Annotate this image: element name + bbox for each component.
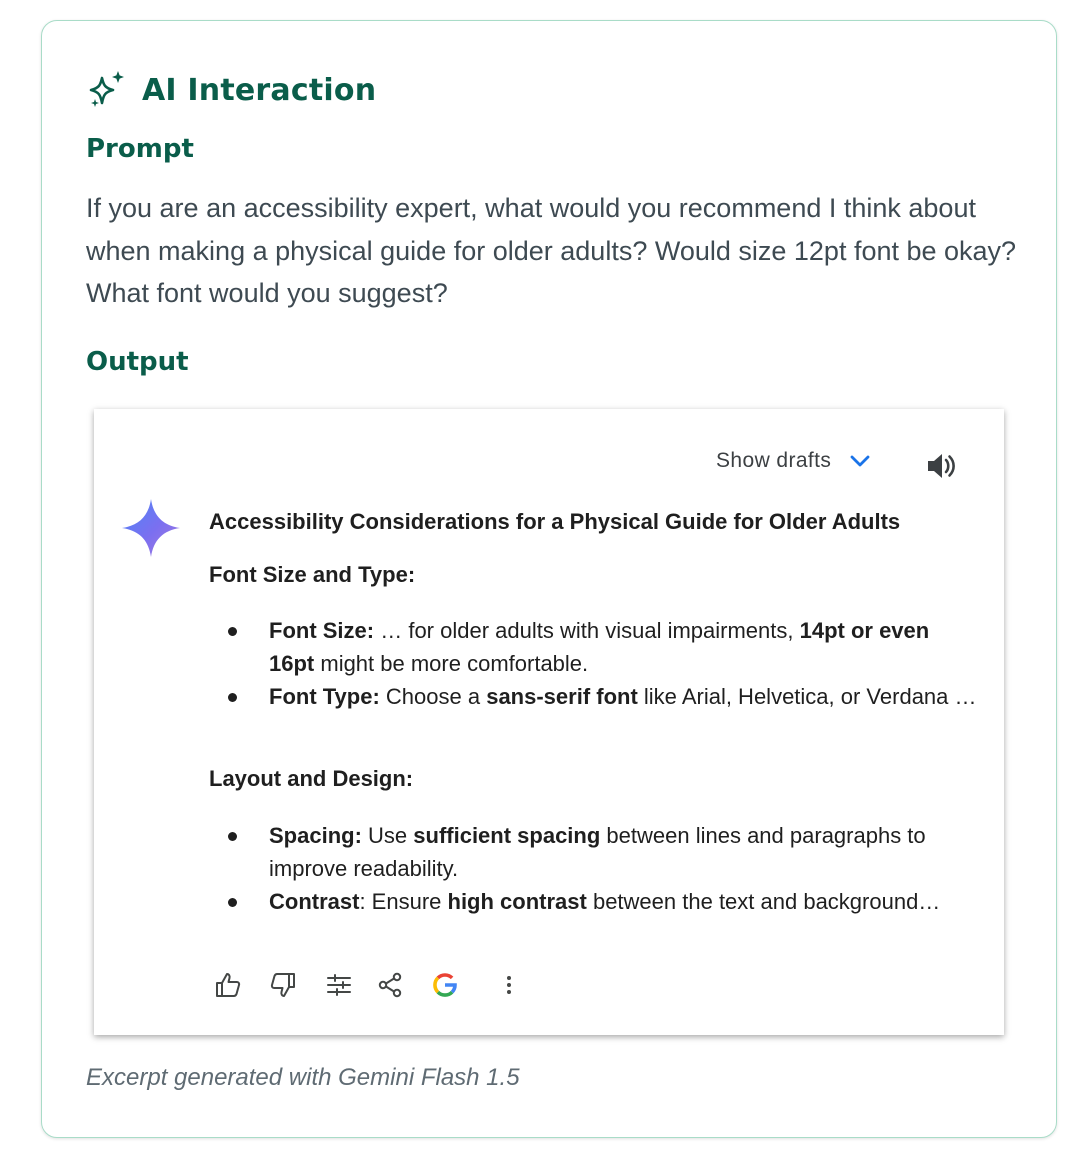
list-item xyxy=(209,680,979,713)
bullet-text: like Arial, Helvetica, or Verdana … xyxy=(637,684,977,709)
bullet-text: between lines and paragraphs to improve readability. xyxy=(269,823,926,881)
bullet-text: Use xyxy=(361,823,414,848)
bullet-text: … for older adults with visual impairments, xyxy=(374,618,800,643)
bullet-text: might be more comfortable. xyxy=(314,651,589,676)
bullet-label: Spacing: xyxy=(269,823,362,848)
bullet-list xyxy=(209,614,979,713)
list-item xyxy=(209,819,979,885)
bullet-emphasis: sans-serif font xyxy=(486,684,638,709)
response-title: Accessibility Considerations for a Physical Guide for Older Adults xyxy=(209,509,901,534)
speaker-icon[interactable] xyxy=(924,449,958,483)
gemini-response-screenshot xyxy=(94,409,1004,1035)
show-drafts-label[interactable]: Show drafts xyxy=(716,449,832,472)
more-options-icon[interactable] xyxy=(495,971,523,999)
response-action-bar xyxy=(214,971,523,999)
bullet-emphasis: high contrast xyxy=(447,889,587,914)
bullet-emphasis: sufficient spacing xyxy=(413,823,601,848)
google-search-icon[interactable] xyxy=(431,971,459,999)
output-label: Output xyxy=(86,347,189,377)
list-item xyxy=(209,614,979,680)
sparkles-icon xyxy=(86,69,128,111)
show-drafts-toggle[interactable] xyxy=(716,449,871,473)
section-heading: Font Size and Type: xyxy=(209,562,416,587)
gemini-star-icon xyxy=(120,497,182,559)
bullet-label: Font Size: xyxy=(269,618,375,643)
caption: Excerpt generated with Gemini Flash 1.5 xyxy=(86,1064,520,1091)
share-icon[interactable] xyxy=(376,971,404,999)
list-item xyxy=(209,885,979,918)
prompt-label: Prompt xyxy=(86,134,194,164)
bullet-text: Choose a xyxy=(379,684,487,709)
bullet-text: between the text and background… xyxy=(586,889,941,914)
prompt-text: If you are an accessibility expert, what would you recommend I think about when making a physical guide for older adults? Would size 12pt font be okay? What font would you suggest? xyxy=(86,193,1017,308)
modify-response-icon[interactable] xyxy=(325,971,353,999)
chevron-down-icon[interactable] xyxy=(849,450,871,472)
bullet-label: Contrast xyxy=(269,889,360,914)
thumbs-up-icon[interactable] xyxy=(214,971,242,999)
card-header xyxy=(86,69,376,111)
bullet-text: : Ensure xyxy=(359,889,448,914)
bullet-label: Font Type: xyxy=(269,684,380,709)
bullet-list xyxy=(209,819,979,918)
card-title: AI Interaction xyxy=(142,72,377,108)
thumbs-down-icon[interactable] xyxy=(269,971,297,999)
section-heading: Layout and Design: xyxy=(209,766,414,791)
bullet-emphasis: 14pt or even 16pt xyxy=(269,618,930,676)
ai-interaction-card xyxy=(41,20,1057,1138)
